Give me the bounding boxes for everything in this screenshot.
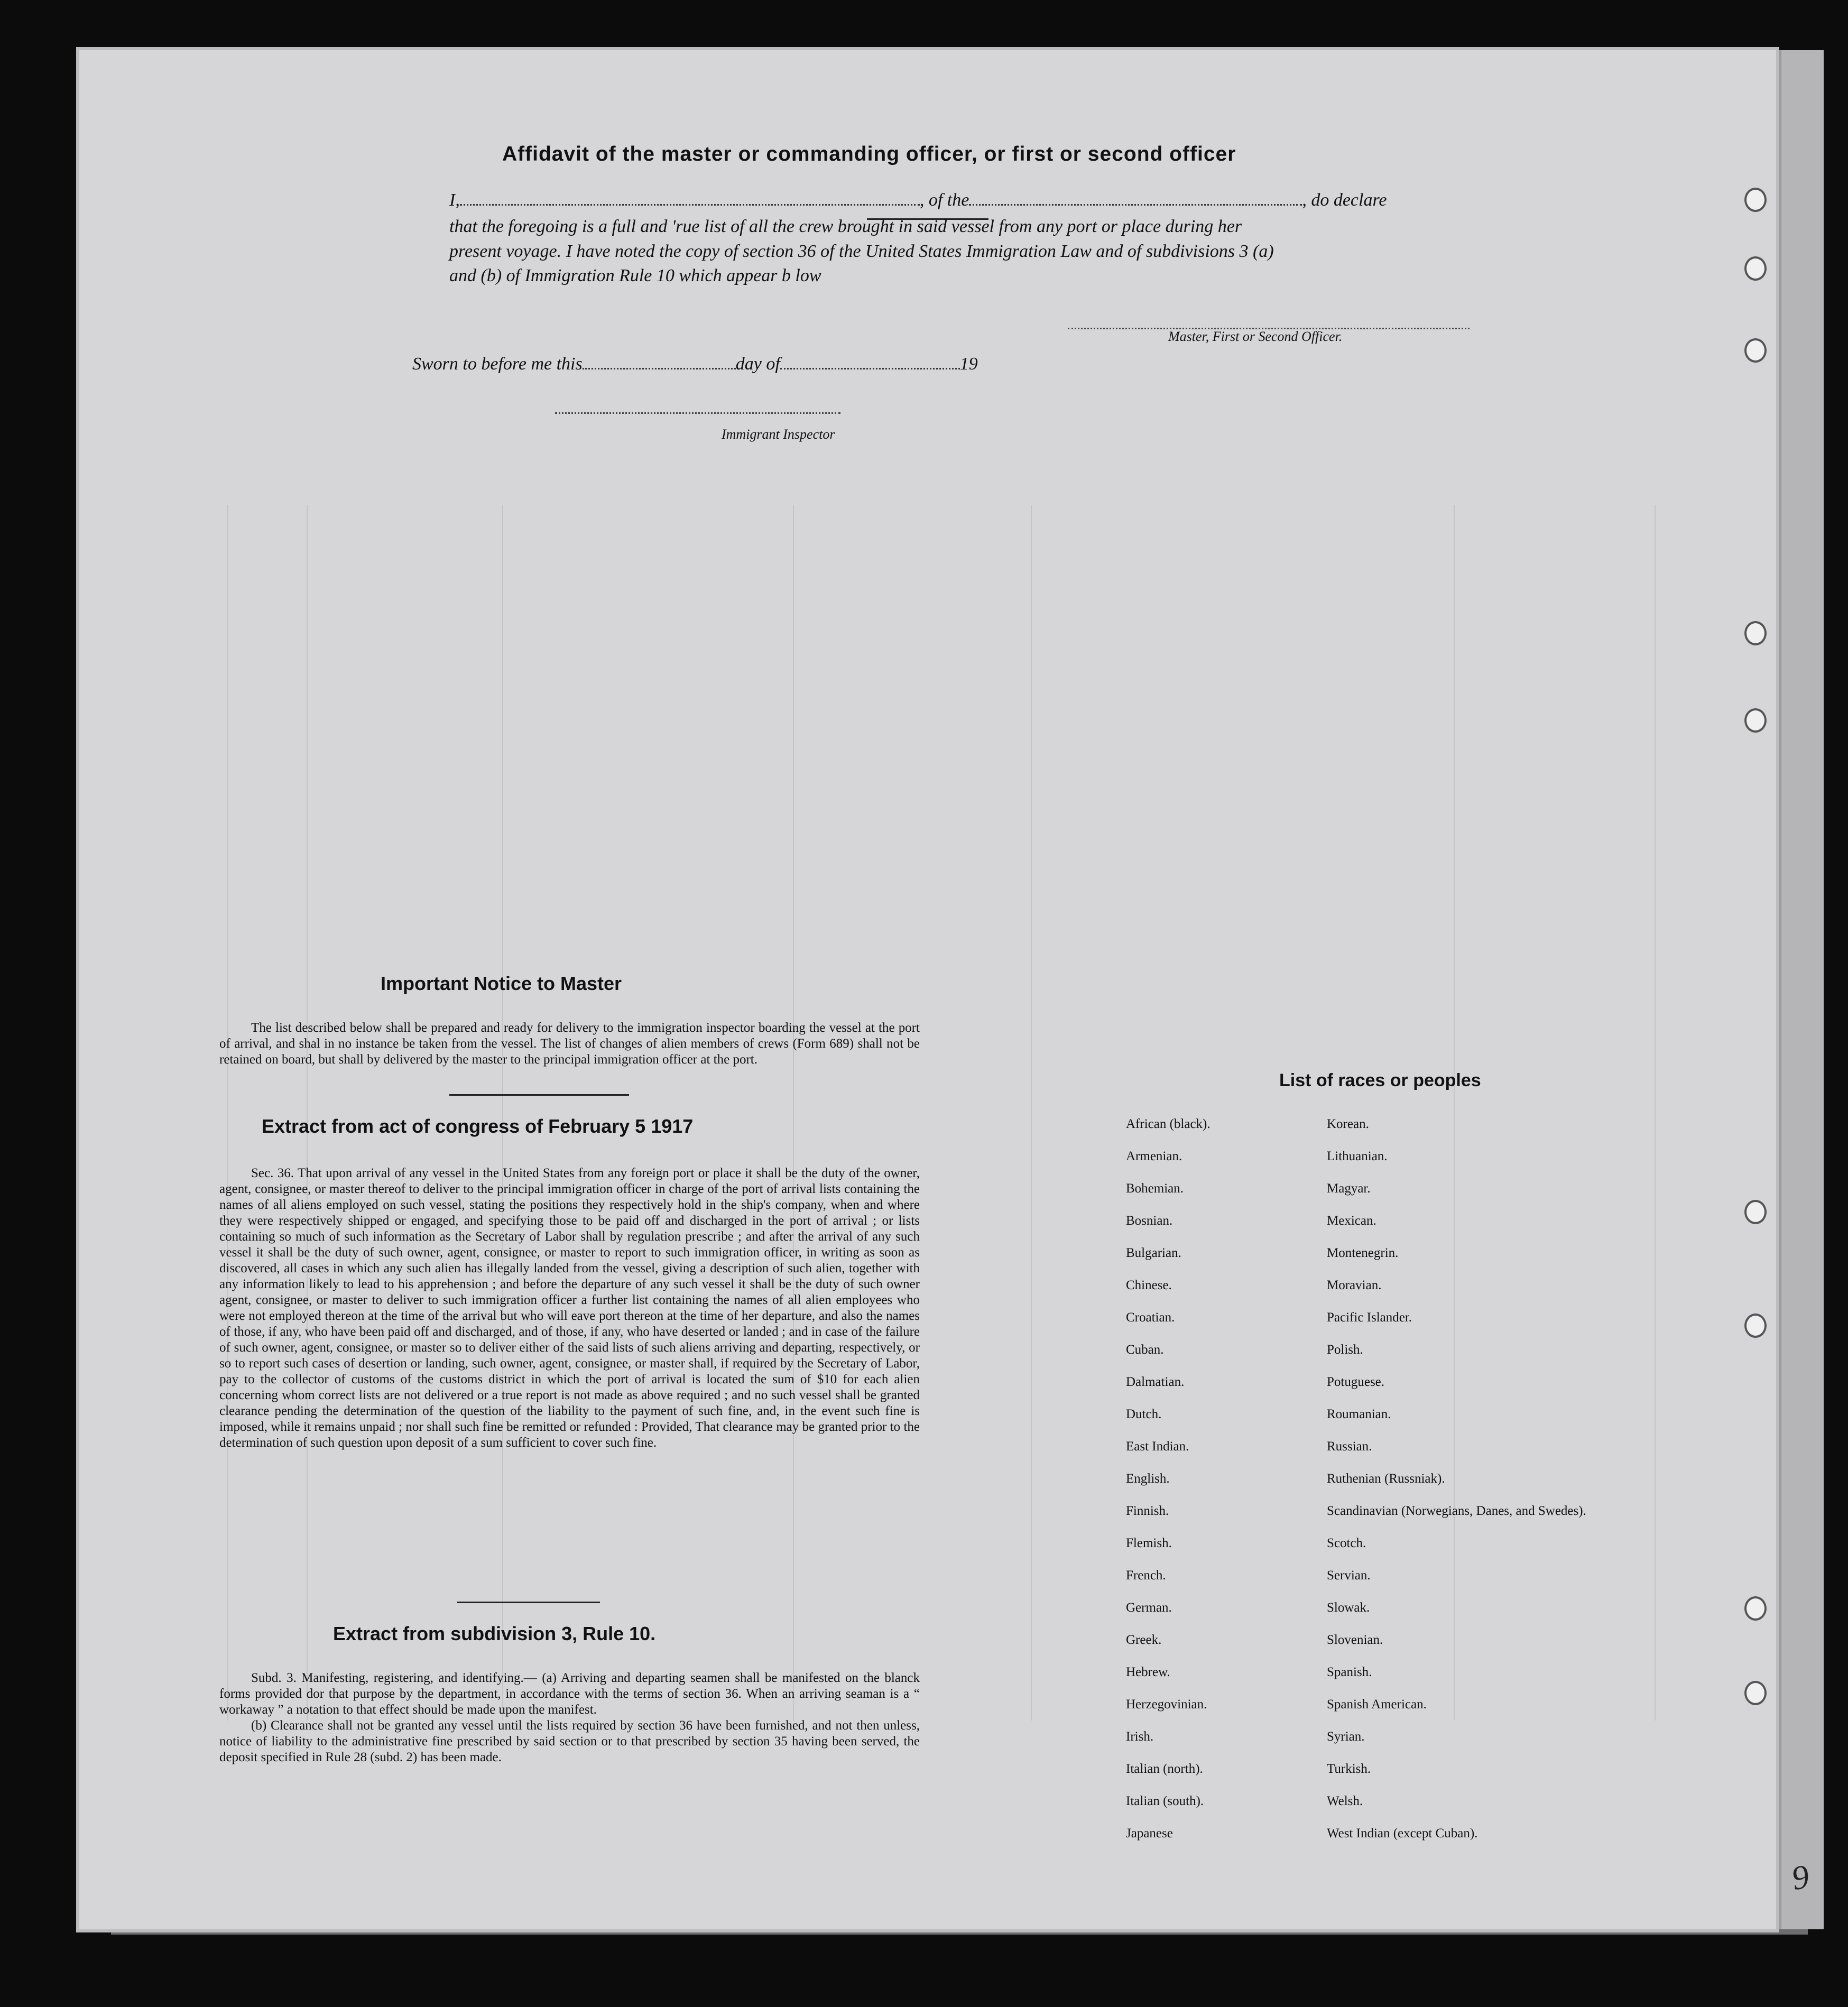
affidavit-declare-label: , do declare	[1302, 190, 1387, 210]
race-item: Russian.	[1327, 1439, 1372, 1454]
race-item: Japanese	[1126, 1826, 1173, 1840]
race-item: Hebrew.	[1126, 1665, 1170, 1679]
race-item: Armenian.	[1126, 1149, 1182, 1163]
race-item: Welsh.	[1327, 1794, 1363, 1808]
race-item: Cuban.	[1126, 1343, 1164, 1357]
page-edge	[1781, 50, 1824, 1929]
race-item: Italian (north).	[1126, 1762, 1203, 1776]
affidavit-title: Affidavit of the master or commanding officer, or first or second officer	[502, 143, 1236, 165]
name-blank[interactable]	[460, 204, 920, 206]
race-item: Croatian.	[1126, 1310, 1175, 1325]
race-item: Chinese.	[1126, 1278, 1172, 1292]
document-page	[79, 50, 1812, 1929]
race-item: Irish.	[1126, 1729, 1154, 1744]
race-item: Dutch.	[1126, 1407, 1162, 1421]
race-item: Dalmatian.	[1126, 1375, 1185, 1389]
affidavit-line-4: and (b) of Immigration Rule 10 which appear b low	[449, 266, 821, 285]
notice-title: Important Notice to Master	[381, 973, 622, 994]
race-item: Bulgarian.	[1126, 1246, 1181, 1260]
race-item: Bosnian.	[1126, 1214, 1173, 1228]
race-item: Turkish.	[1327, 1762, 1371, 1776]
extract-act-title: Extract from act of congress of February 5 1917	[262, 1115, 694, 1137]
race-item: Scandinavian (Norwegians, Danes, and Swedes).	[1327, 1504, 1586, 1518]
race-item: Servian.	[1327, 1568, 1371, 1583]
divider	[457, 1602, 600, 1603]
inspector-label: Immigrant Inspector	[722, 427, 835, 442]
divider	[449, 1094, 629, 1096]
extract-rule-text: Subd. 3. Manifesting, registering, and identifying.— (a) Arriving and departing seamen shall be manifested on the blanck forms provided dor that purpose by the department, in accordance with the terms of section 36. When an arriving seaman is a “ workaway ” a notation to that effect should be made upon the manifest. (b) Clearance shall not be granted any vessel until the lists required by section 36 have been furnished, and not then unless, notice of liability to the administrative fine prescribed by said section or to that prescribed by section 35 having been served, the deposit specified in Rule 28 (subd. 2) has been made.	[219, 1671, 920, 1764]
binder-hole	[1744, 1200, 1767, 1224]
race-item: West Indian (except Cuban).	[1327, 1826, 1478, 1840]
race-item: East Indian.	[1126, 1439, 1189, 1454]
binder-hole	[1744, 188, 1767, 212]
race-item: Ruthenian (Russniak).	[1327, 1472, 1445, 1486]
race-item: Finnish.	[1126, 1504, 1169, 1518]
master-signature-label: Master, First or Second Officer.	[1168, 329, 1343, 344]
year-label: 19	[959, 354, 978, 374]
race-item: German.	[1126, 1601, 1172, 1615]
race-item: Korean.	[1327, 1117, 1369, 1131]
day-of-label: day of	[735, 354, 780, 374]
binder-hole	[1744, 708, 1767, 733]
affidavit-line-1	[449, 190, 1387, 210]
binder-hole	[1744, 621, 1767, 645]
inspector-signature-line[interactable]	[555, 412, 840, 414]
affidavit-line-3: present voyage. I have noted the copy of section 36 of the United States Immigration Law and of subdivisions 3 (a)	[449, 242, 1274, 261]
affidavit-of-the-label: , of the	[919, 190, 969, 210]
binder-hole	[1744, 1596, 1767, 1621]
race-item: English.	[1126, 1472, 1170, 1486]
race-item: Potuguese.	[1327, 1375, 1385, 1389]
race-item: African (black).	[1126, 1117, 1211, 1131]
extract-rule-title: Extract from subdivision 3, Rule 10.	[333, 1623, 656, 1644]
race-item: Magyar.	[1327, 1181, 1371, 1196]
races-list-right	[1327, 1116, 1586, 1858]
race-item: Slowak.	[1327, 1601, 1370, 1615]
binder-hole	[1744, 256, 1767, 281]
races-list-left	[1126, 1116, 1211, 1858]
race-item: Syrian.	[1327, 1729, 1365, 1744]
day-blank[interactable]	[583, 368, 736, 369]
affidavit-i-label: I,	[449, 190, 460, 210]
sworn-line	[412, 354, 978, 374]
race-item: French.	[1126, 1568, 1166, 1583]
race-item: Bohemian.	[1126, 1181, 1184, 1196]
race-item: Mexican.	[1327, 1214, 1376, 1228]
race-item: Italian (south).	[1126, 1794, 1204, 1808]
race-item: Roumanian.	[1327, 1407, 1391, 1421]
race-item: Montenegrin.	[1327, 1246, 1399, 1260]
race-item: Slovenian.	[1327, 1633, 1383, 1647]
race-item: Greek.	[1126, 1633, 1162, 1647]
month-blank[interactable]	[780, 368, 960, 369]
binder-hole	[1744, 1681, 1767, 1705]
binder-hole	[1744, 1314, 1767, 1338]
race-item: Flemish.	[1126, 1536, 1172, 1550]
race-item: Herzegovinian.	[1126, 1697, 1207, 1712]
race-item: Moravian.	[1327, 1278, 1382, 1292]
race-item: Polish.	[1327, 1343, 1363, 1357]
race-item: Scotch.	[1327, 1536, 1366, 1550]
sworn-label: Sworn to before me this	[412, 354, 583, 374]
race-item: Spanish American.	[1327, 1697, 1427, 1712]
race-item: Spanish.	[1327, 1665, 1372, 1679]
affidavit-line-2: that the foregoing is a full and 'rue list of all the crew brought in said vessel from any port or place during her	[449, 217, 1242, 236]
vessel-blank[interactable]	[969, 204, 1302, 206]
races-title: List of races or peoples	[1279, 1070, 1481, 1090]
extract-act-text: Sec. 36. That upon arrival of any vessel in the United States from any foreign port or place it shall be the duty of the owner, agent, consignee, or master thereof to deliver to the principal immigration officer in charge of the port of arrival lists containing the names of all aliens employed on such vessel, stating the positions they respectively hold in the ship's company, when and where they were respectively shipped or engaged, and specifying those to be paid off and discharged in the port of arrival ; or lists containing so much of such information as the Secretary of Labor shall by regulation prescribe ; and after the arrival of any such vessel it shall be the duty of such owner, agent, consignee, or master to report to such immigration officer, in writing as soon as discovered, all cases in which any such alien has illegally landed from the vessel, giving a description of such alien, together with any information likely to lead to his apprehension ; and before the departure of any such vessel it shall be the duty of such owner agent, consignee, or master to deliver to such immigration officer a further list containing the names of all alien employees who were not employed thereon at the time of the arrival but who will eave port thereon at the time of her departure, and also the names of those, if any, who have been paid off and discharged, and of those, if any, who have deserted or landed ; and in case of the failure of such owner, agent, consignee, or master so to deliver either of the said lists of such aliens arriving and departing, respectively, or so to report such cases of desertion or landing, such owner, agent, consignee, or master shall, if required by the Secretary of Labor, pay to the collector of customs of the customs district in which the port of arrival is located the sum of $10 for each alien concerning whom correct lists are not delivered or a true report is not made as above required ; and no such vessel shall be granted clearance pending the determination of the question of the liability to the payment of such fine, and, in the event such fine is imposed, while it remains unpaid ; nor shall such fine be remitted or refunded : Provided, That clearance may be granted prior to the determination of such question upon deposit of a sum sufficient to cover such fine.	[219, 1166, 920, 1450]
binder-hole	[1744, 338, 1767, 363]
race-item: Pacific Islander.	[1327, 1310, 1412, 1325]
notice-text: The list described below shall be prepared and ready for delivery to the immigration inspector boarding the vessel at the port of arrival, and shal in no instance be taken from the vessel. The list of changes of alien members of crews (Form 689) shall not be retained on board, but shall by delivered by the master to the principal immigration officer at the port.	[219, 1021, 920, 1067]
page-number: 9	[1788, 1857, 1812, 1898]
race-item: Lithuanian.	[1327, 1149, 1388, 1163]
